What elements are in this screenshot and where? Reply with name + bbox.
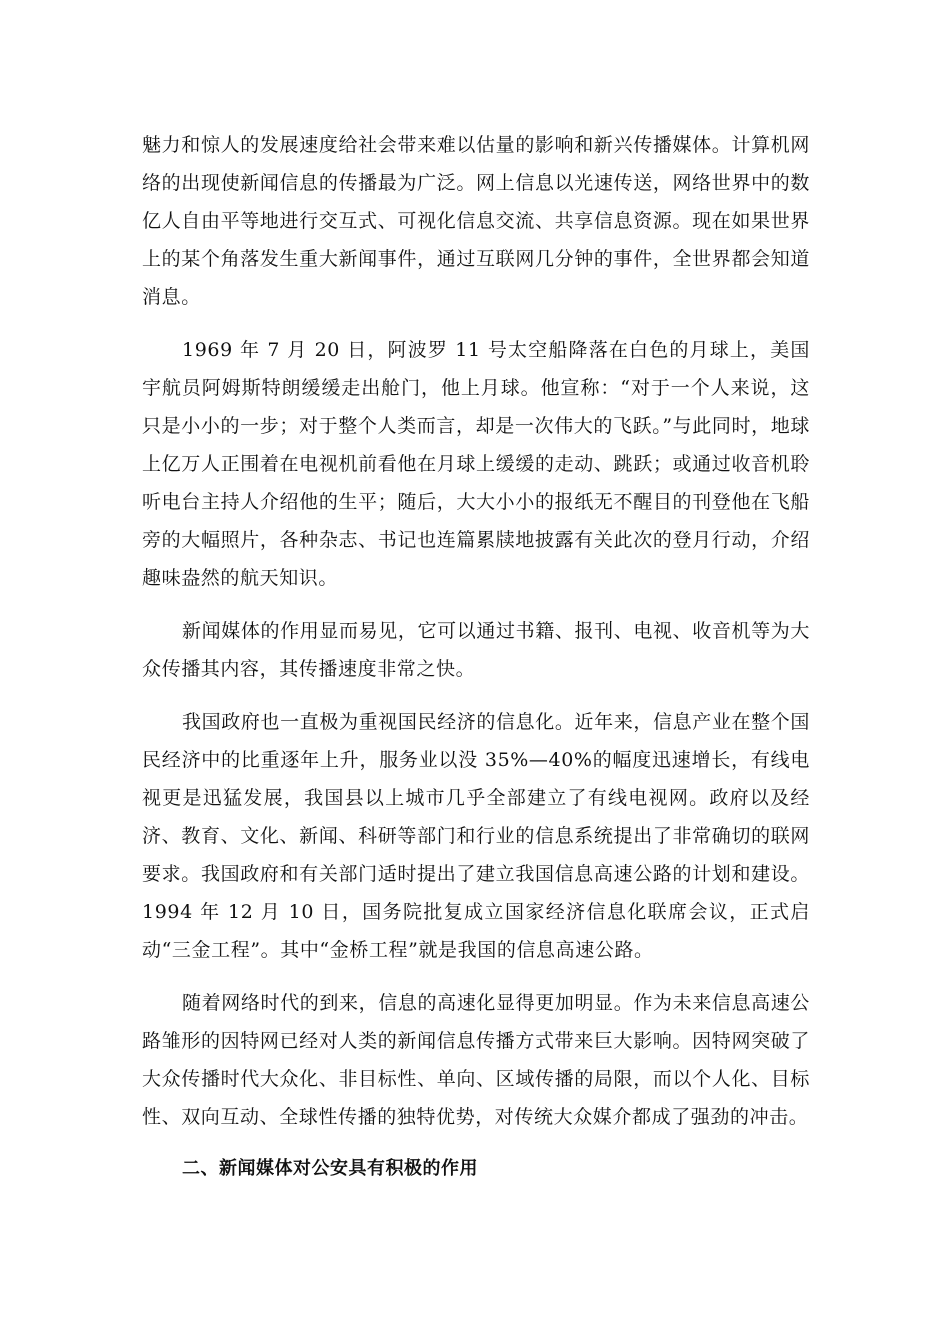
paragraph-1: 魅力和惊人的发展速度给社会带来难以估量的影响和新兴传播媒体。计算机网络的出现使新闻信息的传播最为广泛。网上信息以光速传送，网络世界中的数亿人自由平等地进行交互式、可视化信息交流、共享信息资源。现在如果世界上的某个角落发生重大新闻事件，通过互联网几分钟的事件，全世界都会知道消息。 [142,134,810,308]
paragraph-4: 我国政府也一直极为重视国民经济的信息化。近年来，信息产业在整个国民经济中的比重逐年上升，服务业以没 35%—40%的幅度迅速增长，有线电视更是迅猛发展，我国县以上城市几乎全部建立了有线电视网。政府以及经济、教育、文化、新闻、科研等部门和行业的信息系统提出了非常确切的联网要求。我国政府和有关部门适时提出了建立我国信息高速公路的计划和建设。1994 年 12 月 10 日，国务院批复成立国家经济信息化联席会议，正式启动“三金工程”。其中“金桥工程”就是我国的信息高速公路。 [142,711,810,961]
paragraph-5: 随着网络时代的到来，信息的高速化显得更加明显。作为未来信息高速公路雏形的因特网已经对人类的新闻信息传播方式带来巨大影响。因特网突破了大众传播时代大众化、非目标性、单向、区域传播的局限，而以个人化、目标性、双向互动、全球性传播的独特优势，对传统大众媒介都成了强劲的冲击。 [142,992,810,1128]
paragraph-3: 新闻媒体的作用显而易见，它可以通过书籍、报刊、电视、收音机等为大众传播其内容，其传播速度非常之快。 [142,620,810,680]
paragraph-2: 1969 年 7 月 20 日，阿波罗 11 号太空船降落在白色的月球上，美国宇航员阿姆斯特朗缓缓走出舱门，他上月球。他宣称：“对于一个人来说，这只是小小的一步；对于整个人类而言，却是一次伟大的飞跃。”与此同时，地球上亿万人正围着在电视机前看他在月球上缓缓的走动、跳跃；或通过收音机聆听电台主持人介绍他的生平；随后，大大小小的报纸无不醒目的刊登他在飞船旁的大幅照片，各种杂志、书记也连篇累牍地披露有关此次的登月行动，介绍趣味盎然的航天知识。 [142,339,810,589]
body-text [142,126,810,1151]
section-heading: 二、新闻媒体对公安具有积极的作用 [182,1158,478,1179]
